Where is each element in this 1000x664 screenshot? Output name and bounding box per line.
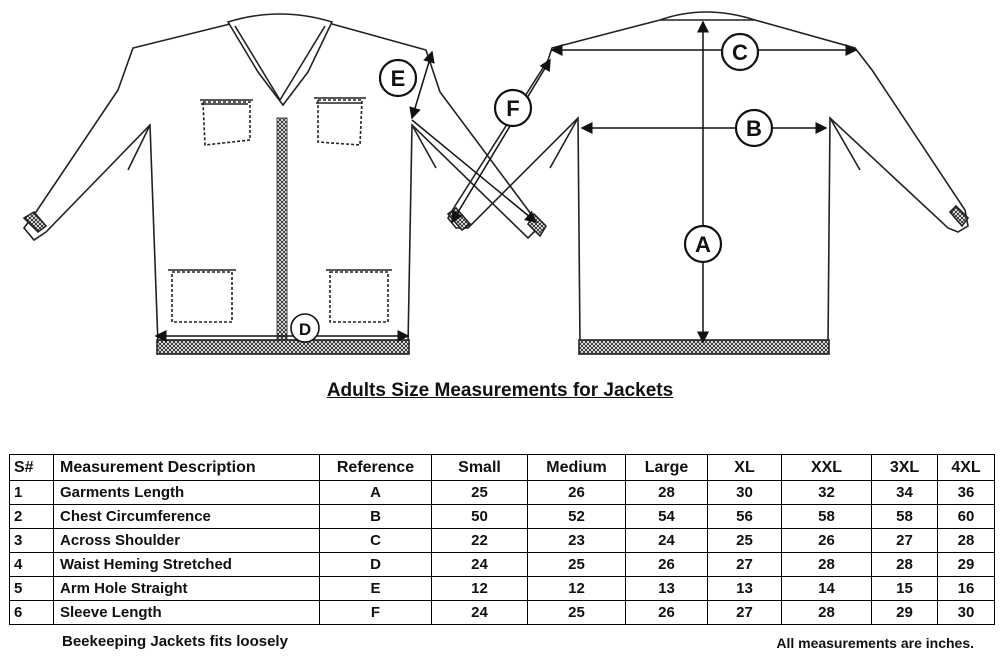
cell-value: 32	[782, 481, 872, 505]
cell-value: 12	[432, 577, 528, 601]
cell-value: 25	[708, 529, 782, 553]
cell-reference: F	[320, 601, 432, 625]
cell-value: 28	[626, 481, 708, 505]
cell-value: 30	[938, 601, 995, 625]
cell-description: Arm Hole Straight	[54, 577, 320, 601]
front-jacket	[24, 14, 546, 354]
cell-value: 25	[528, 553, 626, 577]
cell-sn: 1	[10, 481, 54, 505]
cell-value: 14	[782, 577, 872, 601]
cell-sn: 5	[10, 577, 54, 601]
cell-reference: E	[320, 577, 432, 601]
cell-value: 29	[872, 601, 938, 625]
cell-value: 24	[626, 529, 708, 553]
cell-value: 16	[938, 577, 995, 601]
header-xl: XL	[708, 455, 782, 481]
cell-value: 60	[938, 505, 995, 529]
header-large: Large	[626, 455, 708, 481]
table-row	[10, 481, 995, 505]
back-jacket	[448, 12, 968, 354]
header-medium: Medium	[528, 455, 626, 481]
cell-sn: 2	[10, 505, 54, 529]
cell-description: Garments Length	[54, 481, 320, 505]
cell-value: 26	[626, 553, 708, 577]
header-3xl: 3XL	[872, 455, 938, 481]
cell-description: Chest Circumference	[54, 505, 320, 529]
table-row	[10, 553, 995, 577]
cell-value: 28	[938, 529, 995, 553]
cell-value: 25	[432, 481, 528, 505]
cell-value: 34	[872, 481, 938, 505]
cell-value: 54	[626, 505, 708, 529]
cell-value: 29	[938, 553, 995, 577]
table-row	[10, 529, 995, 553]
cell-value: 28	[872, 553, 938, 577]
cell-value: 50	[432, 505, 528, 529]
cell-reference: D	[320, 553, 432, 577]
cell-value: 36	[938, 481, 995, 505]
fit-note: Beekeeping Jackets fits loosely	[62, 633, 288, 650]
cell-value: 13	[626, 577, 708, 601]
cell-reference: B	[320, 505, 432, 529]
header-small: Small	[432, 455, 528, 481]
cell-value: 24	[432, 601, 528, 625]
table-row	[10, 505, 995, 529]
cell-description: Waist Heming Stretched	[54, 553, 320, 577]
cell-description: Sleeve Length	[54, 601, 320, 625]
cell-value: 28	[782, 601, 872, 625]
label-a: A	[695, 232, 711, 257]
cell-value: 26	[528, 481, 626, 505]
cell-value: 27	[872, 529, 938, 553]
cell-value: 26	[626, 601, 708, 625]
header-sn: S#	[10, 455, 54, 481]
cell-value: 52	[528, 505, 626, 529]
cell-value: 27	[708, 553, 782, 577]
cell-value: 12	[528, 577, 626, 601]
cell-description: Across Shoulder	[54, 529, 320, 553]
cell-value: 22	[432, 529, 528, 553]
cell-reference: C	[320, 529, 432, 553]
label-b: B	[746, 116, 762, 141]
cell-value: 30	[708, 481, 782, 505]
header-description: Measurement Description	[54, 455, 320, 481]
page-title: Adults Size Measurements for Jackets	[326, 380, 674, 401]
cell-value: 26	[782, 529, 872, 553]
table-row	[10, 577, 995, 601]
header-reference: Reference	[320, 455, 432, 481]
label-e: E	[390, 66, 406, 91]
table-header-row	[10, 455, 995, 481]
label-c: C	[732, 40, 748, 65]
cell-sn: 4	[10, 553, 54, 577]
cell-value: 24	[432, 553, 528, 577]
label-d: D	[298, 320, 312, 339]
units-note: All measurements are inches.	[776, 635, 974, 651]
cell-value: 27	[708, 601, 782, 625]
cell-value: 28	[782, 553, 872, 577]
cell-value: 56	[708, 505, 782, 529]
table-row	[10, 601, 995, 625]
cell-sn: 3	[10, 529, 54, 553]
cell-value: 13	[708, 577, 782, 601]
cell-value: 23	[528, 529, 626, 553]
cell-value: 15	[872, 577, 938, 601]
label-f: F	[506, 96, 520, 121]
cell-value: 58	[872, 505, 938, 529]
cell-value: 58	[782, 505, 872, 529]
size-table	[9, 454, 995, 625]
cell-reference: A	[320, 481, 432, 505]
header-4xl: 4XL	[938, 455, 995, 481]
cell-value: 25	[528, 601, 626, 625]
cell-sn: 6	[10, 601, 54, 625]
header-xxl: XXL	[782, 455, 872, 481]
